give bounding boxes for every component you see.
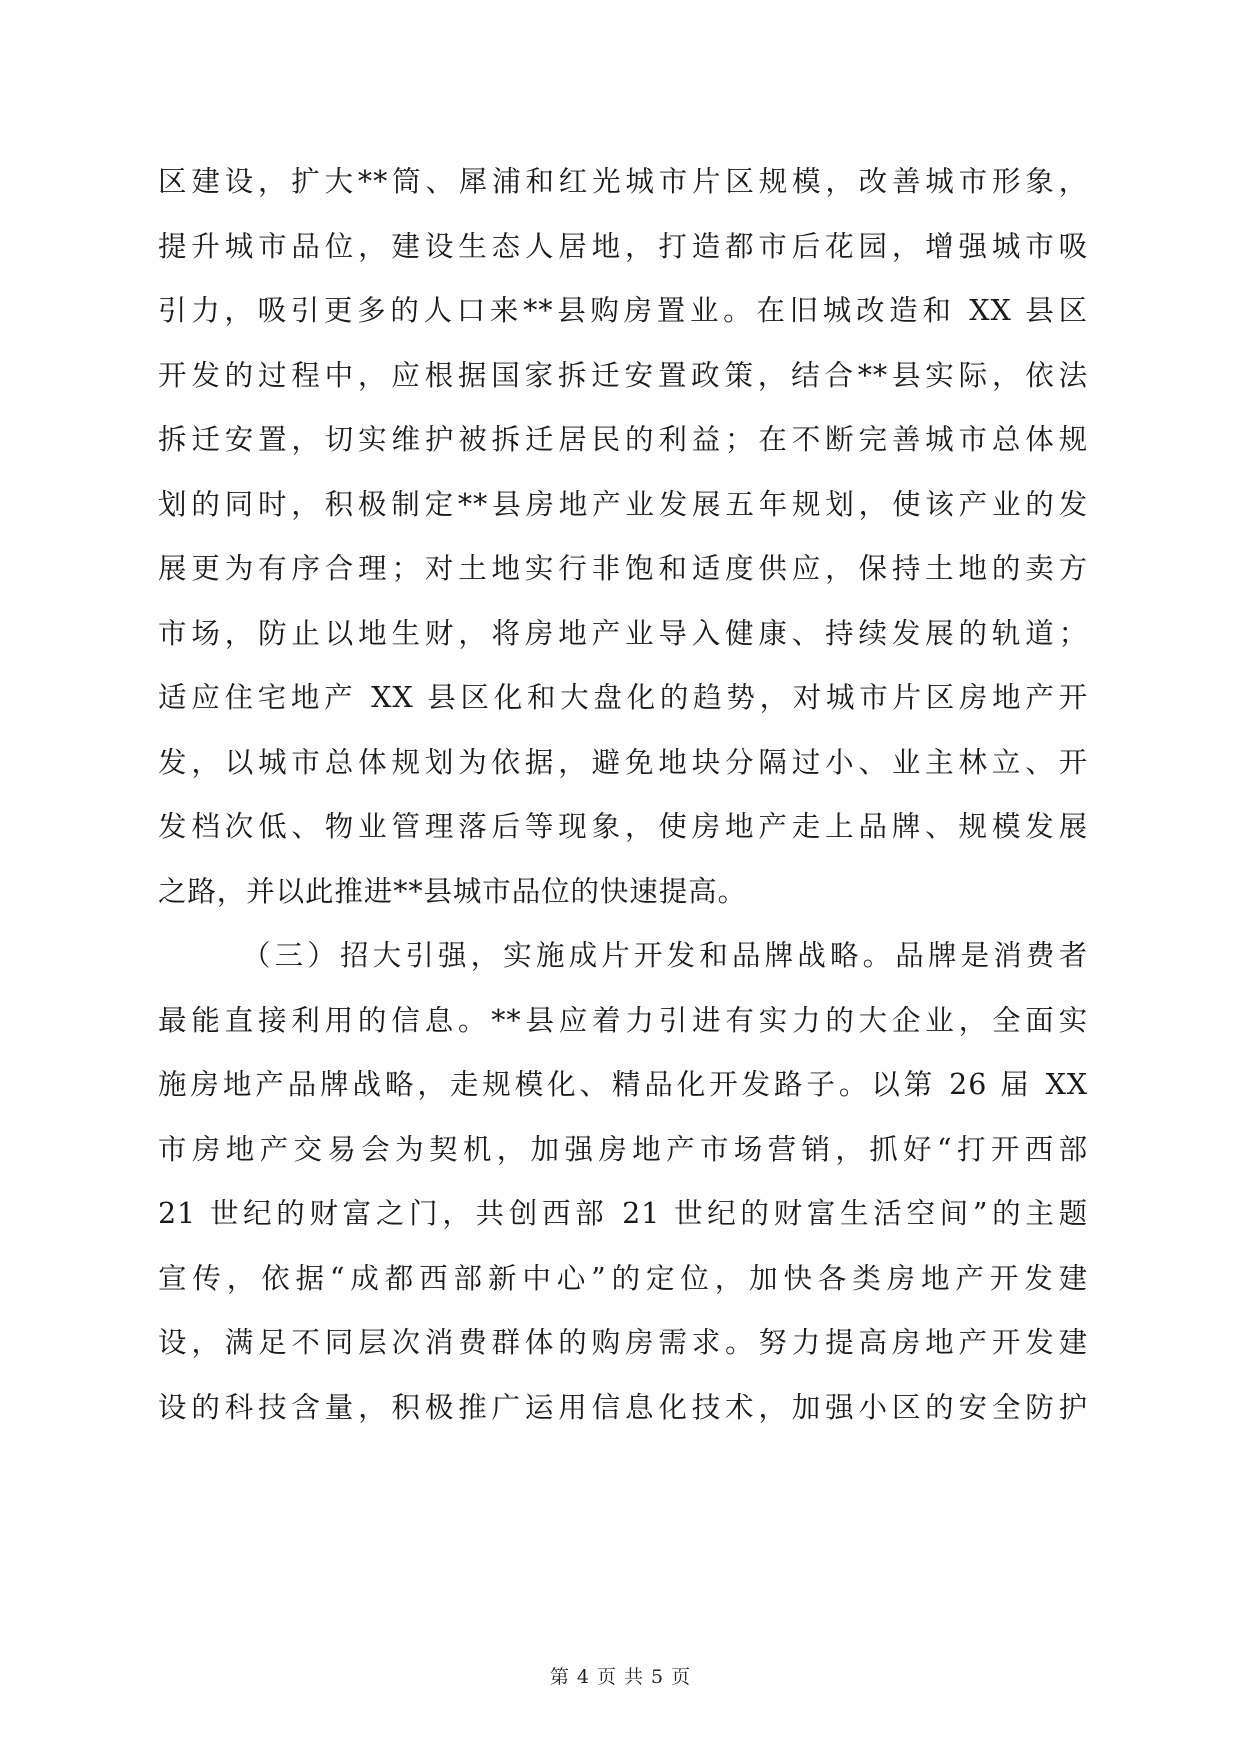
text-line: 市房地产交易会为契机，加强房地产市场营销，抓好“打开西部 <box>158 1132 1088 1166</box>
text-line: 市场，防止以地生财，将房地产业导入健康、持续发展的轨道； <box>158 616 1088 650</box>
text-line: 设的科技含量，积极推广运用信息化技术，加强小区的安全防护 <box>158 1390 1088 1424</box>
text-line: 提升城市品位，建设生态人居地，打造都市后花园，增强城市吸 <box>158 229 1088 263</box>
text-line: 最能直接利用的信息。**县应着力引进有实力的大企业，全面实 <box>158 1003 1088 1037</box>
text-line: 拆迁安置，切实维护被拆迁居民的利益；在不断完善城市总体规 <box>158 423 1088 456</box>
text-line: 适应住宅地产 XX 县区化和大盘化的趋势，对城市片区房地产开 <box>158 681 1088 714</box>
text-line: 21 世纪的财富之门，共创西部 21 世纪的财富生活空间”的主题 <box>158 1197 1088 1230</box>
text-line: 之路，并以此推进**县城市品位的快速提高。 <box>158 874 747 908</box>
text-line: 宣传，依据“成都西部新中心”的定位，加快各类房地产开发建 <box>158 1261 1088 1295</box>
text-line: 设，满足不同层次消费群体的购房需求。努力提高房地产开发建 <box>158 1326 1088 1359</box>
text-line: 划的同时，积极制定**县房地产业发展五年规划，使该产业的发 <box>158 487 1088 521</box>
page-number-footer: 第 4 页 共 5 页 <box>549 1666 692 1688</box>
document-body <box>158 150 1088 1440</box>
text-line: 引力，吸引更多的人口来**县购房置业。在旧城改造和 XX 县区 <box>158 294 1088 327</box>
text-line: 施房地产品牌战略，走规模化、精品化开发路子。以第 26 届 XX <box>158 1068 1088 1101</box>
text-line: （三）招大引强，实施成片开发和品牌战略。品牌是消费者 <box>242 939 1088 972</box>
text-line: 发档次低、物业管理落后等现象，使房地产走上品牌、规模发展 <box>158 810 1088 843</box>
text-line: 发，以城市总体规划为依据，避免地块分隔过小、业主林立、开 <box>158 745 1088 779</box>
text-line: 区建设，扩大**筒、犀浦和红光城市片区规模，改善城市形象， <box>158 165 1088 198</box>
text-line: 展更为有序合理；对土地实行非饱和适度供应，保持土地的卖方 <box>158 552 1088 585</box>
text-line: 开发的过程中，应根据国家拆迁安置政策，结合**县实际，依法 <box>158 358 1088 392</box>
